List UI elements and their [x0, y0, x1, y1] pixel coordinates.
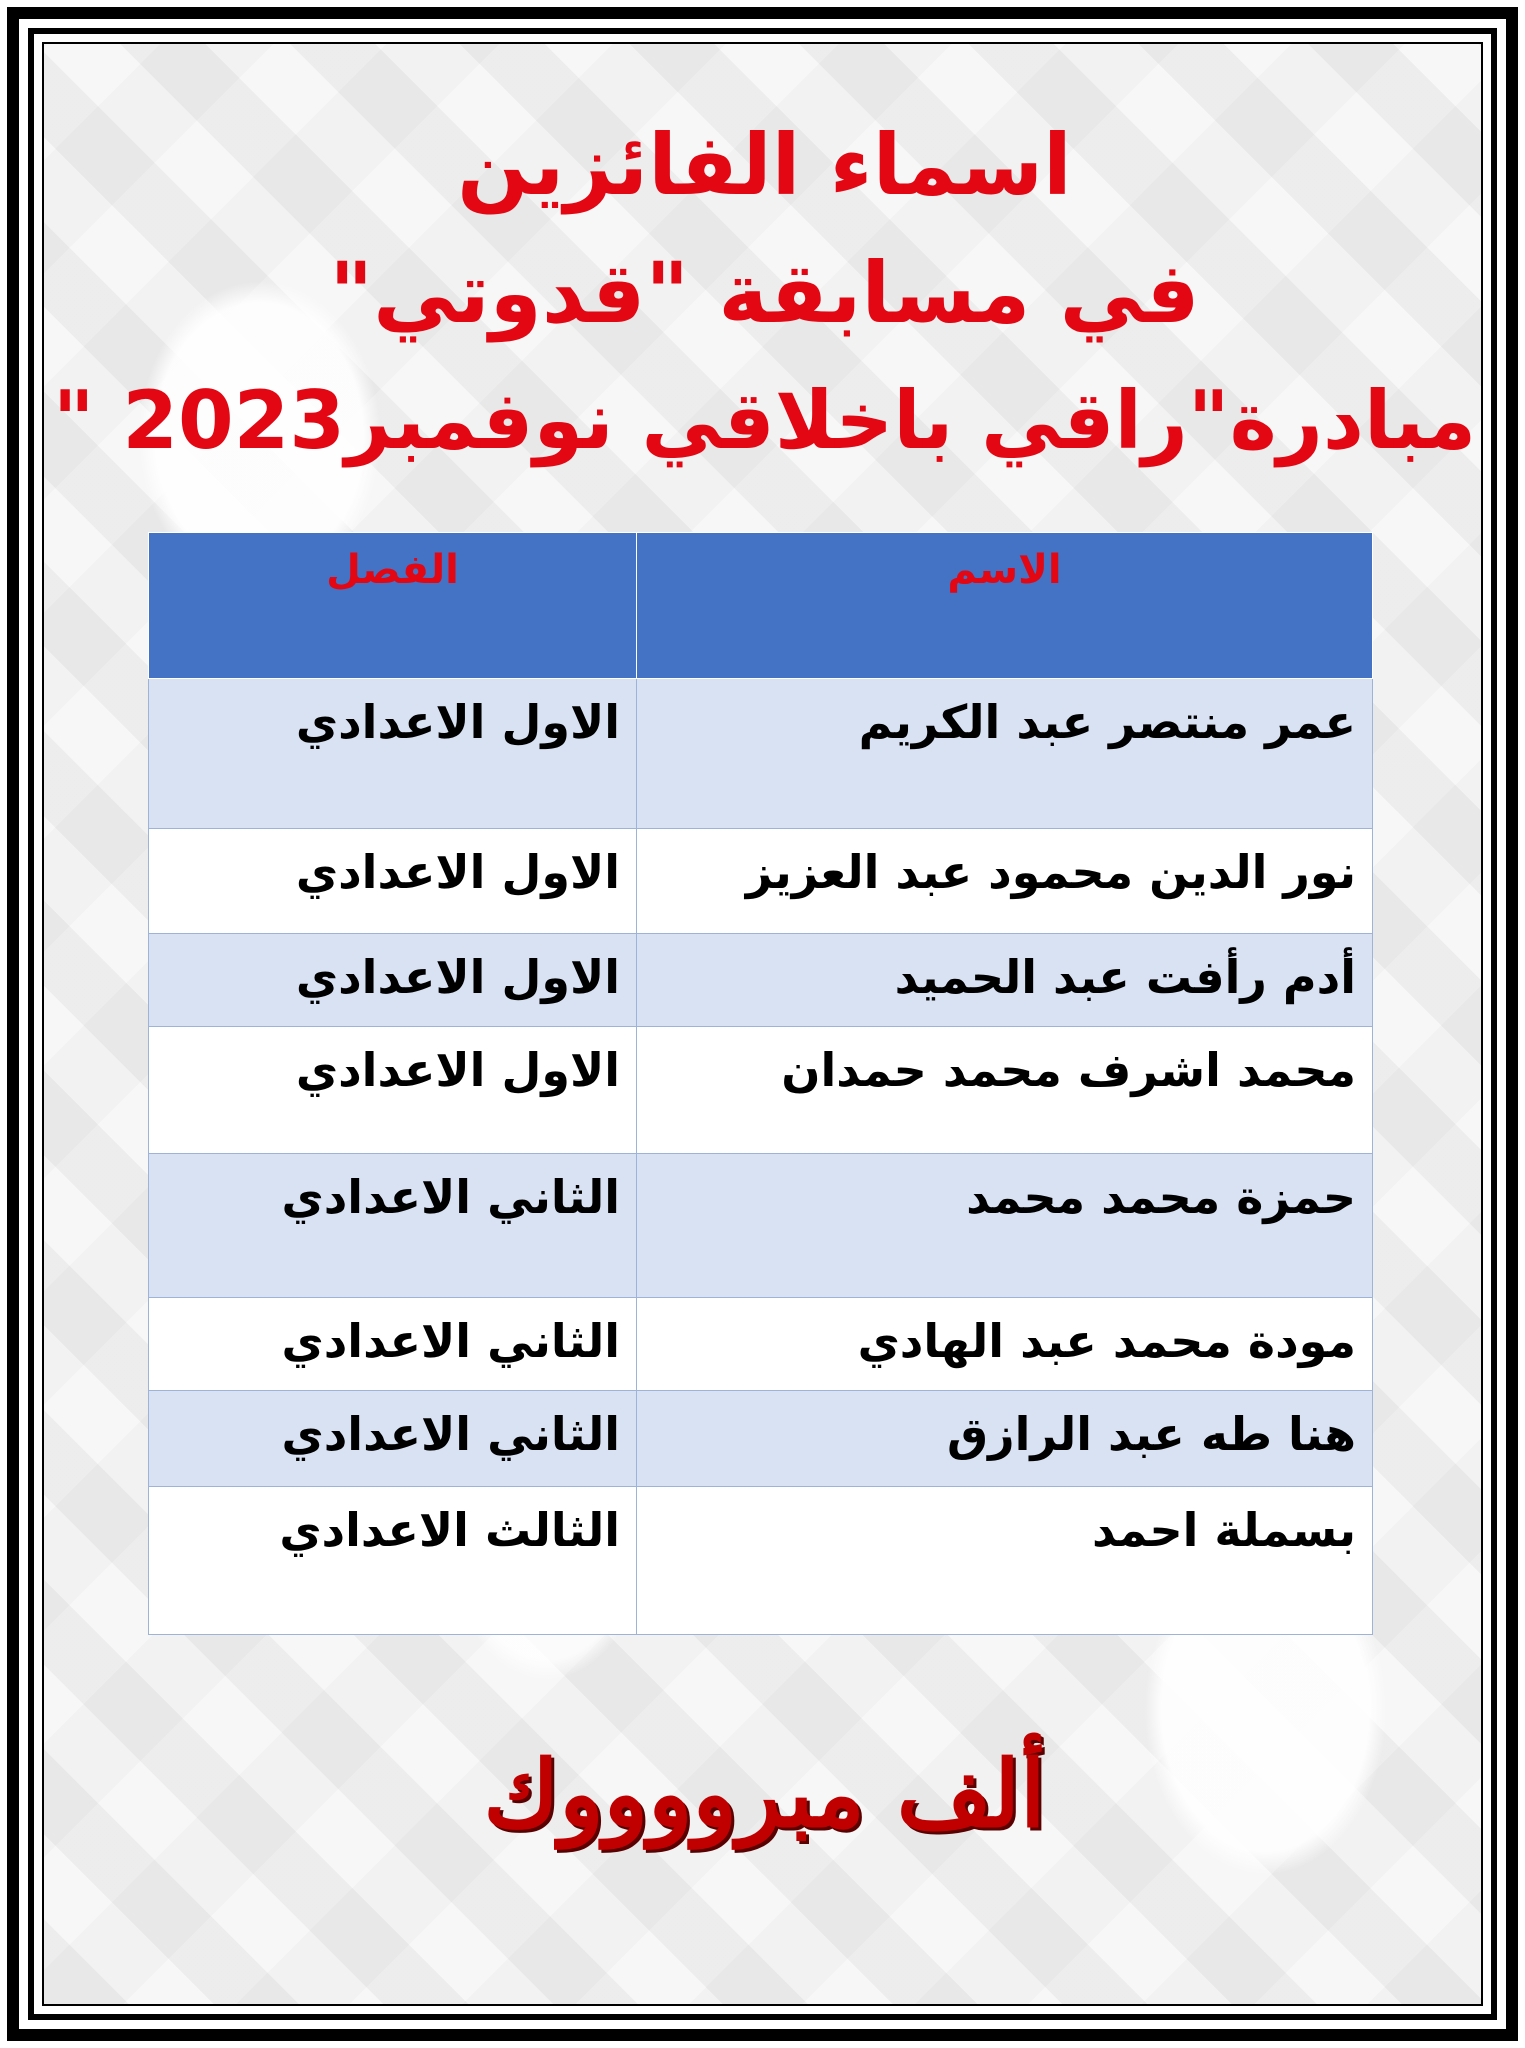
winner-name: بسملة احمد [637, 1487, 1373, 1635]
page-panel [42, 42, 1483, 2006]
winner-name: هنا طه عبد الرازق [637, 1391, 1373, 1487]
winner-name: مودة محمد عبد الهادي [637, 1298, 1373, 1391]
table-row [149, 1391, 1373, 1487]
header-name: الاسم [637, 533, 1373, 679]
winners-table [148, 532, 1373, 1635]
table-row [149, 1027, 1373, 1154]
winner-class: الثاني الاعدادي [149, 1391, 637, 1487]
winner-class: الاول الاعدادي [149, 1027, 637, 1154]
winner-name: حمزة محمد محمد [637, 1154, 1373, 1298]
table-row [149, 1298, 1373, 1391]
congratulations-text: ألف مبرووووك [483, 1740, 1046, 1848]
winner-class: الاول الاعدادي [149, 829, 637, 934]
winner-class: الثاني الاعدادي [149, 1154, 637, 1298]
winner-name: عمر منتصر عبد الكريم [637, 679, 1373, 829]
table-row [149, 829, 1373, 934]
winner-class: الاول الاعدادي [149, 934, 637, 1027]
table-row [149, 679, 1373, 829]
winner-name: نور الدين محمود عبد العزيز [637, 829, 1373, 934]
table-row [149, 1487, 1373, 1635]
winner-class: الثاني الاعدادي [149, 1298, 637, 1391]
title-line-3: مبادرة"راقي باخلاقي نوفمبر2023 " [52, 374, 1477, 467]
table-header-row [149, 533, 1373, 679]
winner-name: أدم رأفت عبد الحميد [637, 934, 1373, 1027]
winner-name: محمد اشرف محمد حمدان [637, 1027, 1373, 1154]
winner-class: الاول الاعدادي [149, 679, 637, 829]
header-class: الفصل [149, 533, 637, 679]
winner-class: الثالث الاعدادي [149, 1487, 637, 1635]
title-line-2: في مسابقة "قدوتي" [329, 244, 1200, 342]
title-line-1: اسماء الفائزين [457, 116, 1072, 214]
table-row [149, 934, 1373, 1027]
table-row [149, 1154, 1373, 1298]
